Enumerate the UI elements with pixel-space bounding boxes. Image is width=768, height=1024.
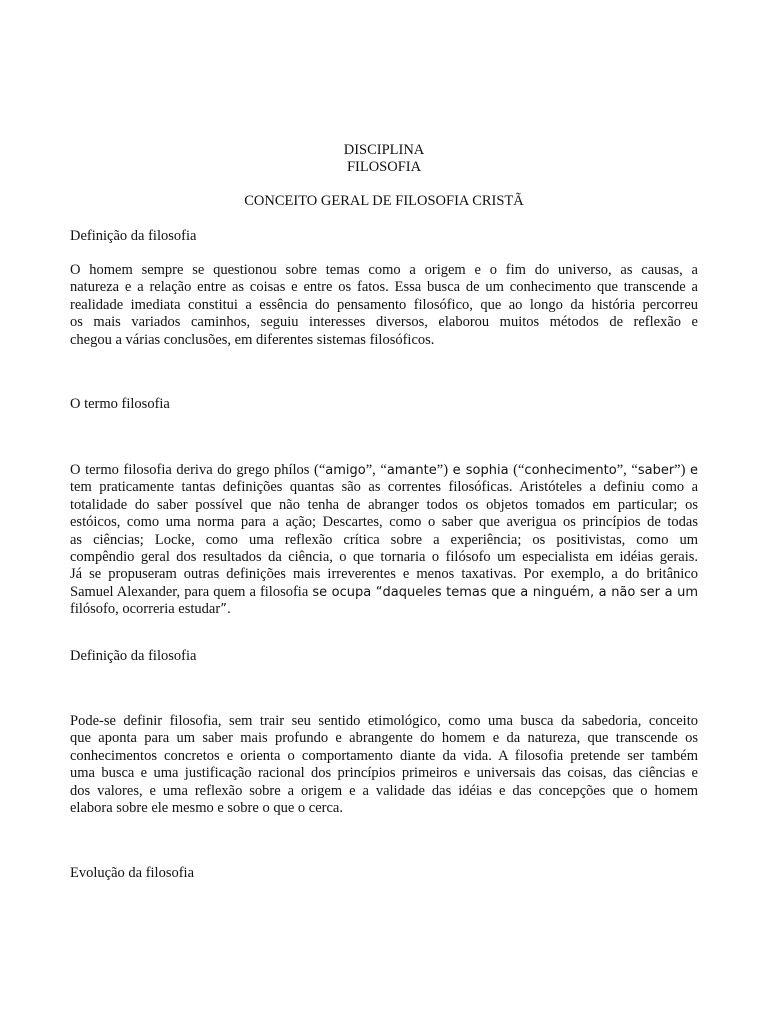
paragraph-termo (70, 462, 698, 619)
paragraph-line: totalidade do saber possível que não tenha de abranger todos os objetos tomados em particular; os (70, 496, 698, 513)
discipline-label: DISCIPLINA (343, 142, 425, 158)
paragraph-line: elabora sobre ele mesmo e sobre o que o cerca. (70, 799, 343, 816)
paragraph-line: as ciências; Locke, como uma reflexão crítica sobre a experiência; os positivistas, como um (70, 531, 698, 548)
paragraph-line: Pode-se definir filosofia, sem trair seu sentido etimológico, como uma busca da sabedoria, conceito (70, 713, 698, 729)
section-heading-definicao: Definição da filosofia (70, 228, 197, 244)
section-heading-definicao-2: Definição da filosofia (70, 648, 197, 664)
paragraph-definicao (70, 713, 698, 817)
paragraph-line: filósofo, ocorreria estudar”. (70, 601, 232, 618)
paragraph-line: tem praticamente tantas definições quantas são as correntes filosóficas. Aristóteles a definiu como a (70, 479, 698, 496)
paragraph-line: Samuel Alexander, para quem a filosofia se ocupa “daqueles temas que a ninguém, a não ser a um (70, 583, 698, 600)
paragraph-line: conhecimentos concretos e orienta o comportamento diante da vida. A filosofia pretende ser também (70, 747, 698, 764)
paragraph-line: realidade imediata constitui a essência do pensamento filosófico, que ao longo da história percorreu (70, 296, 698, 313)
paragraph-line: chegou a várias conclusões, em diferentes sistemas filosóficos. (70, 331, 435, 348)
paragraph-line: que aponta para um saber mais profundo e abrangente do homem e da natureza, que transcende os (70, 730, 698, 747)
paragraph-line: natureza e a relação entre as coisas e entre os fatos. Essa busca de um conhecimento que transcende a (70, 279, 698, 296)
section-heading-termo: O termo filosofia (70, 396, 170, 412)
paragraph-intro (70, 262, 698, 349)
section-heading-evolucao: Evolução da filosofia (70, 865, 195, 881)
paragraph-line: estóicos, como uma norma para a ação; Descartes, como o saber que averigua os princípios de todas (70, 514, 698, 531)
paragraph-line: Já se propuseram outras definições mais irreverentes e menos taxativas. Por exemplo, a do britânico (70, 566, 698, 583)
paragraph-line: compêndio geral dos resultados da ciência, o que tornaria o filósofo um especialista em idéias gerais. (70, 548, 698, 565)
paragraph-line: O termo filosofia deriva do grego phílos (“amigo”, “amante”) e sophia (“conhecimento”, “saber”) e (70, 462, 699, 478)
paragraph-line: os mais variados caminhos, seguiu interesses diversos, elaborou muitos métodos de reflexão e (70, 314, 698, 331)
paragraph-line: dos valores, e uma reflexão sobre a origem e a validade das idéias e das concepções que o homem (70, 782, 698, 799)
document-title: CONCEITO GERAL DE FILOSOFIA CRISTÃ (244, 193, 524, 209)
paragraph-line: uma busca e uma justificação racional dos princípios primeiros e universais das coisas, das ciências e (70, 765, 698, 782)
subject-label: FILOSOFIA (346, 159, 422, 175)
paragraph-line: O homem sempre se questionou sobre temas como a origem e o fim do universo, as causas, a (70, 262, 698, 278)
